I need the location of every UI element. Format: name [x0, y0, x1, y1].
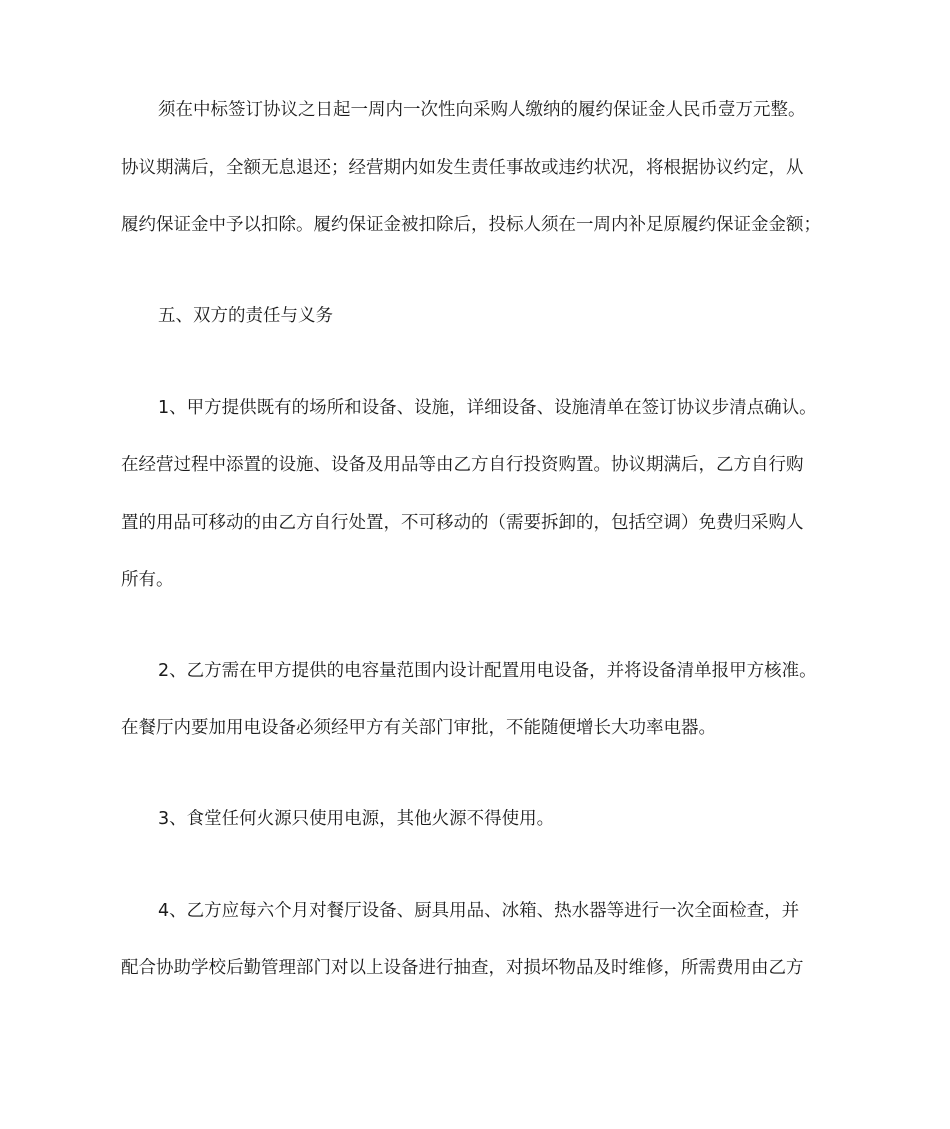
paragraph-line: 2、乙方需在甲方提供的电容量范围内设计配置用电设备，并将设备清单报甲方核准。	[158, 661, 817, 681]
paragraph-line: 履约保证金中予以扣除。履约保证金被扣除后，投标人须在一周内补足原履约保证金金额；	[121, 215, 821, 235]
paragraph-line: 3、食堂任何火源只使用电源，其他火源不得使用。	[158, 809, 555, 829]
paragraph-line: 4、乙方应每六个月对餐厅设备、厨具用品、冰箱、热水器等进行一次全面检查，并	[158, 901, 800, 921]
paragraph-line: 在经营过程中添置的设施、设备及用品等由乙方自行投资购置。协议期满后，乙方自行购	[121, 455, 804, 475]
paragraph-line: 在餐厅内要加用电设备必须经甲方有关部门审批，不能随便增长大功率电器。	[121, 718, 716, 738]
paragraph-line: 须在中标签订协议之日起一周内一次性向采购人缴纳的履约保证金人民币壹万元整。	[158, 100, 806, 120]
paragraph-line: 配合协助学校后勤管理部门对以上设备进行抽查，对损坏物品及时维修，所需费用由乙方	[121, 958, 804, 978]
section-heading: 五、双方的责任与义务	[158, 306, 333, 326]
paragraph-line: 置的用品可移动的由乙方自行处置，不可移动的（需要拆卸的，包括空调）免费归采购人	[121, 513, 804, 533]
paragraph-line: 所有。	[121, 570, 174, 590]
paragraph-line: 协议期满后，全额无息退还；经营期内如发生责任事故或违约状况，将根据协议约定，从	[121, 158, 804, 178]
paragraph-line: 1、甲方提供既有的场所和设备、设施，详细设备、设施清单在签订协议步清点确认。	[158, 398, 817, 418]
